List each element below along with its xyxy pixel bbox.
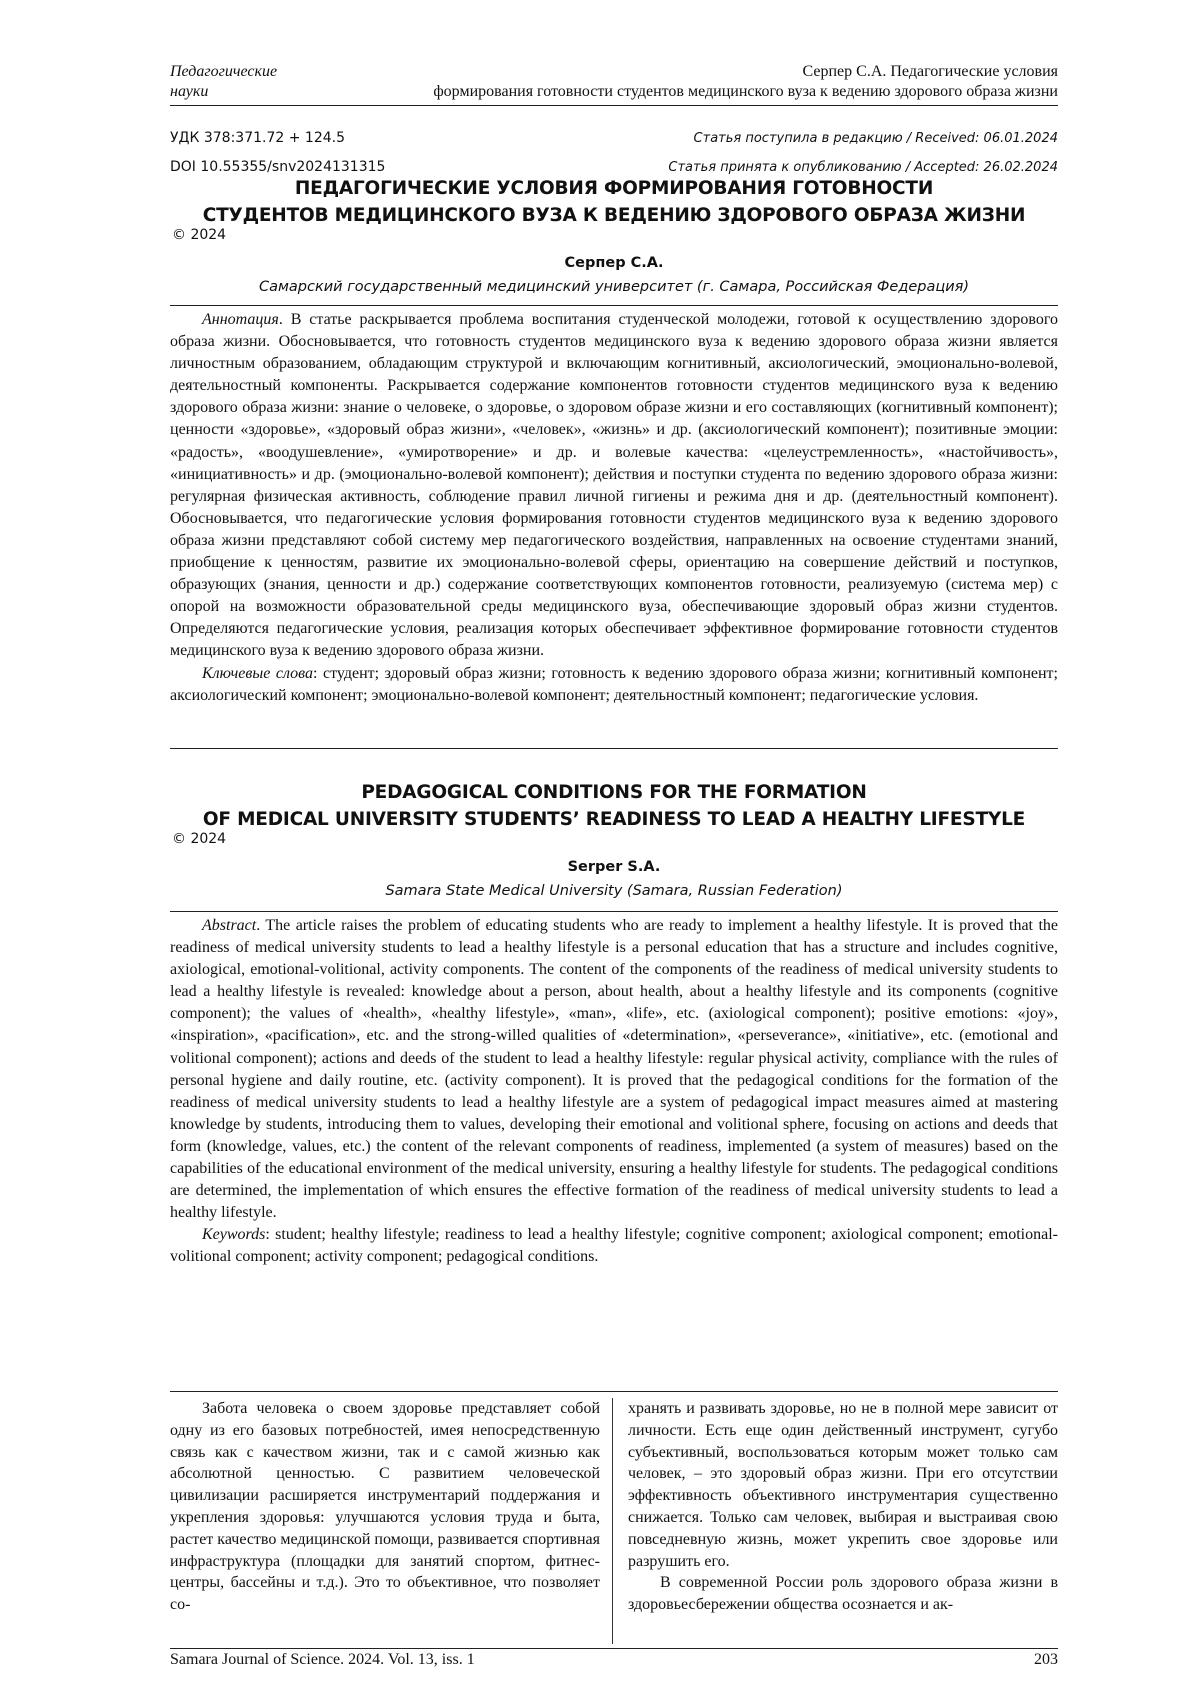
running-header-section bbox=[170, 62, 277, 102]
ru-abstract-label: Аннотация bbox=[202, 311, 279, 328]
header-running-line1: Серпер С.А. Педагогические условия bbox=[298, 62, 1058, 82]
en-copyright: © 2024 bbox=[172, 831, 226, 847]
ru-abstract-block bbox=[170, 309, 1058, 707]
udc-code: УДК 378:371.72 + 124.5 bbox=[170, 124, 385, 153]
ru-keywords bbox=[170, 663, 1058, 707]
header-section-line2: науки bbox=[170, 82, 277, 102]
article-identifiers bbox=[170, 124, 385, 182]
ru-title-line2: СТУДЕНТОВ МЕДИЦИНСКОГО ВУЗА К ВЕДЕНИЮ ЗДОРОВОГО ОБРАЗА ЖИЗНИ bbox=[170, 202, 1058, 229]
header-divider bbox=[170, 105, 1058, 106]
ru-author: Серпер С.А. bbox=[170, 255, 1058, 271]
en-title-line2: OF MEDICAL UNIVERSITY STUDENTS’ READINESS TO LEAD A HEALTHY LIFESTYLE bbox=[170, 806, 1058, 833]
en-title-line1: PEDAGOGICAL CONDITIONS FOR THE FORMATION bbox=[170, 779, 1058, 806]
body-column-right bbox=[628, 1398, 1058, 1616]
received-date: Статья поступила в редакцию / Received: 06.01.2024 bbox=[498, 124, 1058, 153]
journal-page bbox=[0, 0, 1200, 1697]
en-abstract bbox=[170, 915, 1058, 1224]
ru-abstract-text: . В статье раскрывается проблема воспитания студенческой молодежи, готовой к осуществлению здорового образа жизни. Обосновывается, что готовность студентов медицинского вуза к ведению здорового образа жизни является личностным образованием, обладающим структурой и включающим когнитивный, аксиологический, эмоционально-волевой, деятельностный компоненты. Раскрывается содержание компонентов готовности студентов медицинского вуза к ведению здорового образа жизни: знание о человеке, о здоровье, о здоровом образе жизни и его составляющих (когнитивный компонент); ценности «здоровье», «здоровый образ жизни», «человек», «жизнь» и др. (аксиологический компонент); позитивные эмоции: «радость», «воодушевление», «умиротворение» и др. и волевые качества: «целеустремленность», «настойчивость», «инициативность» и др. (эмоционально-волевой компонент); действия и поступки студента по ведению здорового образа жизни: регулярная физическая активность, соблюдение правил личной гигиены и режима дня и др. (деятельностный компонент). Обосновывается, что педагогические условия формирования готовности студентов медицинского вуза к ведению здорового образа жизни представляют собой систему мер педагогического воздействия, направленных на освоение студентами знаний, приобщение к ценностям, развитие их эмоционально-волевой сферы, ориентацию на совершение действий и поступков, образующих (знания, ценности и др.) содержание соответствующих компонентов готовности, реализуемую (система мер) с опорой на возможности образовательной среды медицинского вуза, обеспечивающие здоровый образ жизни студентов. Определяются педагогические условия, реализация которых обеспечивает эффективное формирование готовности студентов медицинского вуза к ведению здорового образа жизни. bbox=[170, 311, 1058, 659]
article-dates bbox=[498, 124, 1058, 182]
ru-abstract-bottom-rule bbox=[170, 748, 1058, 749]
ru-affiliation: Самарский государственный медицинский университет (г. Самара, Российская Федерация) bbox=[170, 279, 1058, 295]
body-paragraph: Забота человека о своем здоровье представляет собой одну из его базовых потребностей, имея непосредственную связь как с качеством жизни, так и с самой жизнью как абсолютной ценностью. С развитием человеческой цивилизации расширяется инструментарий поддержания и укрепления здоровья: улучшаются условия труда и быта, растет качество медицинской помощи, развивается спортивная инфраструктура (площадки для занятий спортом, фитнес-центры, бассейны и т.д.). Это то объективное, что позволяет со- bbox=[170, 1398, 600, 1616]
en-author: Serper S.A. bbox=[170, 859, 1058, 875]
en-keywords-label: Keywords bbox=[202, 1226, 265, 1243]
ru-title bbox=[170, 175, 1058, 229]
accepted-date: Статья принята к опубликованию / Accepted: 26.02.2024 bbox=[498, 153, 1058, 182]
column-divider bbox=[612, 1398, 613, 1644]
ru-keywords-text: : студент; здоровый образ жизни; готовность к ведению здорового образа жизни; когнитивный компонент; аксиологический компонент; эмоционально-волевой компонент; деятельностный компонент; педагогические условия. bbox=[170, 665, 1058, 704]
en-abstract-top-rule bbox=[170, 911, 1058, 912]
ru-keywords-label: Ключевые слова bbox=[202, 665, 313, 682]
header-running-line2: формирования готовности студентов медицинского вуза к ведению здорового образа жизни bbox=[298, 82, 1058, 102]
header-section-line1: Педагогические bbox=[170, 62, 277, 82]
ru-abstract bbox=[170, 309, 1058, 663]
en-keywords bbox=[170, 1224, 1058, 1268]
ru-copyright: © 2024 bbox=[172, 227, 226, 243]
doi-link[interactable]: DOI 10.55355/snv2024131315 bbox=[170, 153, 385, 182]
en-abstract-block bbox=[170, 915, 1058, 1269]
body-columns bbox=[170, 1398, 1058, 1644]
en-abstract-text: . The article raises the problem of educating students who are ready to implement a healthy lifestyle. It is proved that the readiness of medical university students to lead a healthy lifestyle is a personal education that has a structure and includes cognitive, axiological, emotional-volitional, activity components. The content of the components of the readiness of medical university students to lead a healthy lifestyle is revealed: knowledge about a person, about health, about a healthy lifestyle and its components (cognitive component); the values of «health», «healthy lifestyle», «man», «life», etc. (axiological component); positive emotions: «joy», «inspiration», «pacification», etc. and the strong-willed qualities of «determination», «perseverance», «initiative», etc. (emotional and volitional component); actions and deeds of the student to lead a healthy lifestyle: regular physical activity, compliance with the rules of personal hygiene and daily routine, etc. (activity component). It is proved that the pedagogical conditions for the formation of the readiness of medical university students to lead a healthy lifestyle are a system of pedagogical impact measures aimed at mastering knowledge by students, introducing them to values, developing their emotional and volitional sphere, focusing on actions and deeds that form (knowledge, values, etc.) the content of the relevant components of readiness, implemented (a system of measures) based on the capabilities of the educational environment of the medical university, ensuring a healthy lifestyle for students. The pedagogical conditions are determined, the implementation of which ensures the effective formation of the readiness of medical university students to lead a healthy lifestyle. bbox=[170, 917, 1058, 1221]
en-abstract-label: Abstract bbox=[202, 917, 256, 934]
en-keywords-text: : student; healthy lifestyle; readiness to lead a healthy lifestyle; cognitive component; axiological component; emotional-volitional component; activity component; pedagogical conditions. bbox=[170, 1226, 1058, 1265]
footer-journal: Samara Journal of Science. 2024. Vol. 13, iss. 1 bbox=[170, 1651, 475, 1669]
ru-title-line1: ПЕДАГОГИЧЕСКИЕ УСЛОВИЯ ФОРМИРОВАНИЯ ГОТОВНОСТИ bbox=[170, 175, 1058, 202]
en-title bbox=[170, 779, 1058, 833]
body-paragraph: хранять и развивать здоровье, но не в полной мере зависит от личности. Есть еще один действенный инструмент, сугубо субъективный, воспользоваться которым может только сам человек, – это здоровый образ жизни. При его отсутствии эффективность объективного инструментария существенно снижается. Только сам человек, выбирая и выстраивая свою повседневную жизнь, может укрепить свое здоровье или разрушить его. bbox=[628, 1398, 1058, 1572]
en-affiliation: Samara State Medical University (Samara, Russian Federation) bbox=[170, 883, 1058, 899]
body-column-left bbox=[170, 1398, 600, 1616]
page-number: 203 bbox=[1034, 1651, 1058, 1669]
running-header-title bbox=[298, 62, 1058, 102]
body-paragraph: В современной России роль здорового образа жизни в здоровьесбережении общества осознается и ак- bbox=[628, 1572, 1058, 1616]
en-abstract-bottom-rule bbox=[170, 1391, 1058, 1392]
footer-divider bbox=[170, 1648, 1058, 1649]
ru-abstract-top-rule bbox=[170, 305, 1058, 306]
